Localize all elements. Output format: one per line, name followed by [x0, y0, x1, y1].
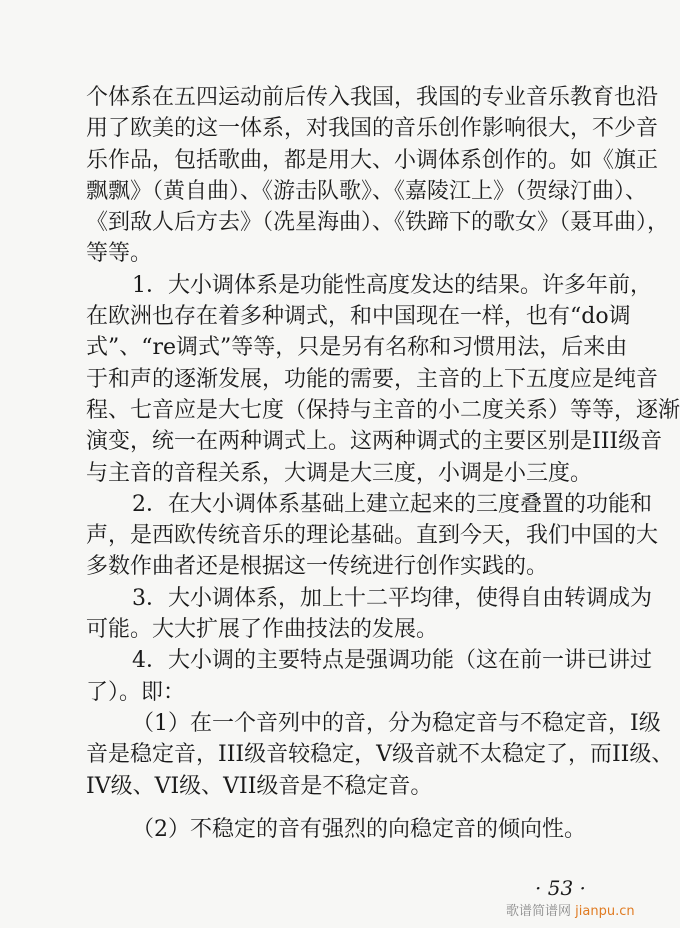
watermark [506, 900, 635, 919]
text-line: 可能。大大扩展了作曲技法的发展。 [86, 617, 439, 643]
text-line: 在欧洲也存在着多种调式，和中国现在一样，也有“do调 [86, 304, 631, 330]
text-line: 与主音的音程关系，大调是大三度，小调是小三度。 [86, 460, 593, 486]
text-line: 声，是西欧传统音乐的理论基础。直到今天，我们中国的大 [86, 523, 659, 549]
text-line: IV级、VI级、VII级音是不稳定音。 [86, 773, 433, 799]
text-line: （2）不稳定的音有强烈的向稳定音的倾向性。 [132, 816, 586, 842]
document-body [86, 82, 680, 845]
text-line: 用了欧美的这一体系，对我国的音乐创作影响很大，不少音 [86, 116, 659, 142]
text-line: 2．在大小调体系基础上建立起来的三度叠置的功能和 [132, 491, 652, 517]
watermark-en: jianpu.cn [575, 904, 635, 919]
text-line: 音是稳定音，III级音较稳定，V级音就不太稳定了，而II级、 [86, 742, 674, 768]
text-line: 程、七音应是大七度（保持与主音的小二度关系）等等，逐渐 [86, 397, 680, 423]
text-line: 等等。 [86, 241, 153, 267]
text-line: 多数作曲者还是根据这一传统进行创作实践的。 [86, 554, 549, 580]
text-line: 飘飘》（黄自曲）、《游击队歌》、《嘉陵江上》（贺绿汀曲）、 [86, 178, 648, 204]
text-line: 演变，统一在两种调式上。这两种调式的主要区别是III级音 [86, 429, 663, 455]
text-line: 于和声的逐渐发展，功能的需要，主音的上下五度应是纯音 [86, 366, 659, 392]
text-line: （1）在一个音列中的音，分为稳定音与不稳定音，I级 [132, 710, 661, 736]
text-line: 了）。即： [86, 679, 186, 705]
page-number: · 53 · [535, 876, 586, 900]
text-line: 3．大小调体系，加上十二平均律，使得自由转调成为 [132, 585, 652, 611]
text-line: 《到敌人后方去》（冼星海曲）、《铁蹄下的歌女》（聂耳曲）， [86, 210, 670, 236]
text-line: 4．大小调的主要特点是强调功能（这在前一讲已讲过 [132, 648, 652, 674]
text-line: 乐作品，包括歌曲，都是用大、小调体系创作的。如《旗正 [86, 147, 659, 173]
text-line: 1．大小调体系是功能性高度发达的结果。许多年前， [132, 272, 652, 298]
text-line: 式”、“re调式”等等，只是另有名称和习惯用法，后来由 [86, 335, 628, 361]
watermark-cn: 歌谱简谱网 [506, 904, 572, 919]
text-line: 个体系在五四运动前后传入我国，我国的专业音乐教育也沿 [86, 85, 659, 110]
